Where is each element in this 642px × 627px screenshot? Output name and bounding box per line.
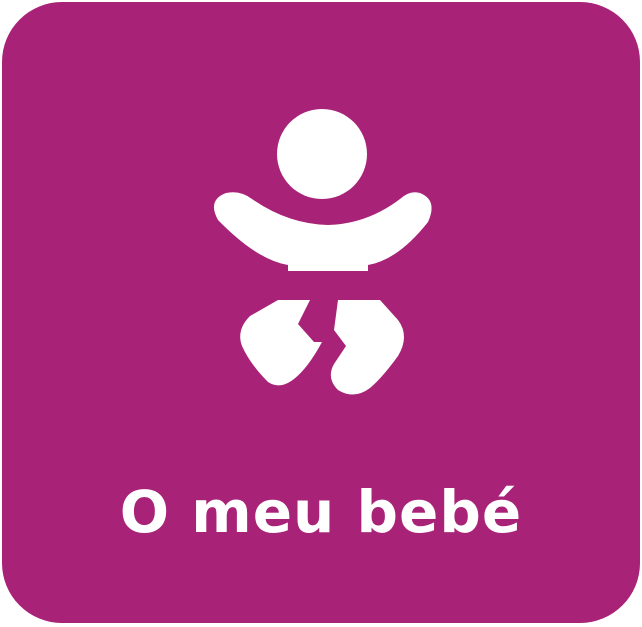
baby-icon bbox=[202, 102, 442, 402]
my-baby-tile[interactable] bbox=[2, 2, 640, 623]
tile-label: O meu bebé bbox=[119, 478, 523, 546]
